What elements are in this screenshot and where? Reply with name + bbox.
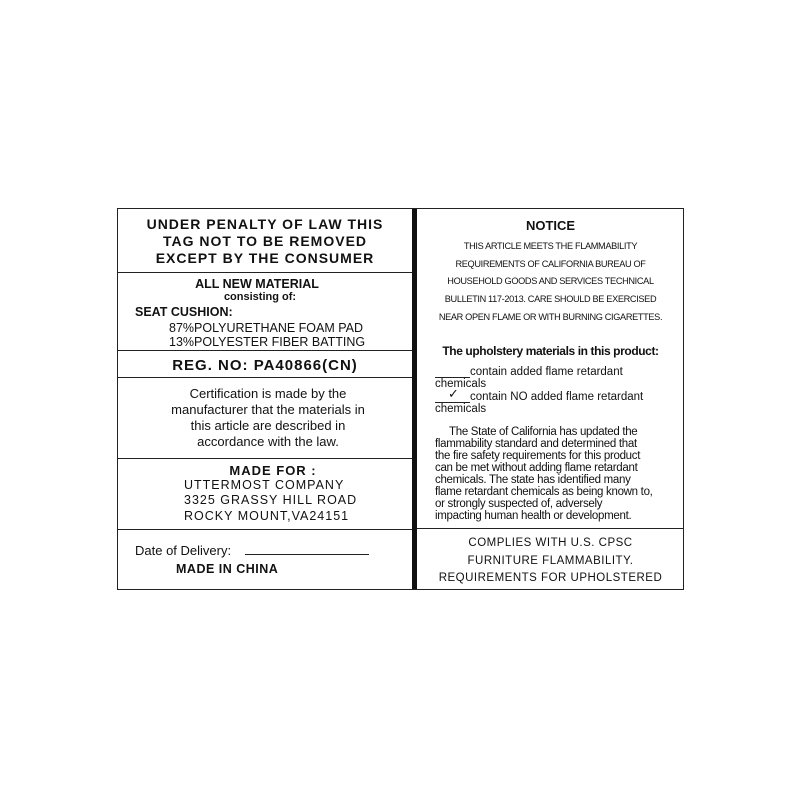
checkmark-icon: ✓ — [448, 387, 459, 402]
seat-cushion-label: SEAT CUSHION: — [135, 305, 233, 319]
delivery-date-blank — [245, 554, 369, 555]
component-line: 87%POLYURETHANE FOAM PAD — [169, 321, 364, 335]
statement-line: chemicals. The state has identified many — [435, 474, 631, 486]
address-line: UTTERMOST COMPANY — [184, 478, 345, 492]
statement-line: can be met without adding flame retardant — [435, 462, 638, 474]
notice-line: HOUSEHOLD GOODS AND SERVICES TECHNICAL — [447, 276, 654, 286]
statement-line: flame retardant chemicals as being known to, — [435, 486, 653, 498]
statement-line: the fire safety requirements for this product — [435, 450, 641, 462]
penalty-line: TAG NOT TO BE REMOVED — [162, 233, 368, 249]
law-tag — [117, 208, 684, 590]
complies-line: REQUIREMENTS FOR UPHOLSTERED — [438, 572, 663, 584]
penalty-line: UNDER PENALTY OF LAW THIS — [146, 216, 384, 232]
component-line: 13%POLYESTER FIBER BATTING — [169, 335, 366, 349]
certification-line: accordance with the law. — [197, 434, 339, 449]
penalty-line: EXCEPT BY THE CONSUMER — [155, 250, 375, 266]
notice-line: THIS ARTICLE MEETS THE FLAMMABILITY — [463, 241, 638, 251]
certification-line: this article are described in — [190, 418, 346, 433]
date-of-delivery-label: Date of Delivery: — [135, 543, 232, 558]
notice-line: BULLETIN 117-2013. CARE SHOULD BE EXERCISED — [444, 294, 657, 304]
complies-line: COMPLIES WITH U.S. CPSC — [468, 537, 633, 549]
notice-line: REQUIREMENTS OF CALIFORNIA BUREAU OF — [455, 259, 646, 269]
made-for-label: MADE FOR : — [229, 463, 317, 478]
reg-number: REG. NO: PA40866(CN) — [172, 357, 358, 374]
consisting-of: consisting of: — [223, 291, 297, 303]
option-no-added-line: contain NO added flame retardant — [470, 391, 644, 403]
certification-line: manufacturer that the materials in — [171, 402, 365, 417]
made-in-country: MADE IN CHINA — [176, 562, 279, 576]
statement-line: The State of California has updated the — [449, 426, 638, 438]
option-added-line: contain added flame retardant — [470, 366, 623, 378]
statement-line: flammability standard and determined that — [435, 438, 637, 450]
certification-line: Certification is made by the — [189, 386, 347, 401]
divider-line — [417, 528, 684, 529]
divider-line — [118, 458, 412, 459]
option-added-line: chemicals — [435, 378, 487, 390]
divider-line — [118, 377, 412, 378]
notice-title: NOTICE — [525, 218, 576, 233]
divider-line — [118, 350, 412, 351]
address-line: ROCKY MOUNT,VA24151 — [184, 509, 350, 523]
divider-line — [118, 272, 412, 273]
notice-line: NEAR OPEN FLAME OR WITH BURNING CIGARETTES. — [438, 312, 663, 322]
material-heading: ALL NEW MATERIAL — [195, 277, 319, 291]
address-line: 3325 GRASSY HILL ROAD — [184, 493, 358, 507]
materials-heading: The upholstery materials in this product: — [442, 344, 659, 358]
statement-line: or strongly suspected of, adversely — [435, 498, 603, 510]
complies-line: FURNITURE FLAMMABILITY. — [467, 555, 634, 567]
statement-line: impacting human health or development. — [435, 510, 632, 522]
divider-line — [118, 529, 412, 530]
option-no-added-line: chemicals — [435, 403, 487, 415]
